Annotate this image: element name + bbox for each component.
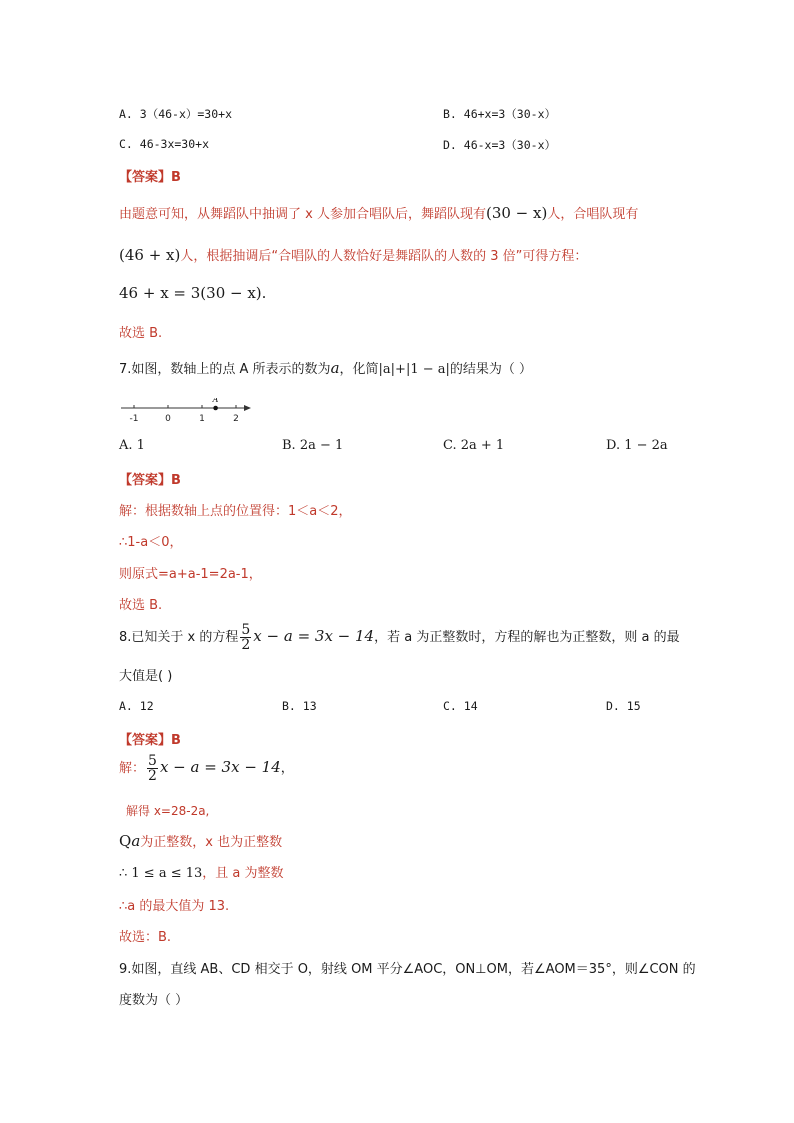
q6-option-b: B. 46+x=3（30-x） (443, 107, 557, 121)
number-line-tick-label: 2 (233, 414, 239, 424)
q8-sol-q: Q (119, 832, 132, 850)
q6-explanation-line1 (119, 203, 638, 222)
point-a-label: A (212, 398, 219, 404)
q6-option-d: D. 46-x=3（30-x） (443, 138, 557, 152)
q9-stem-line1: 9.如图，直线 AB、CD 相交于 O，射线 OM 平分∠AOC，ON⊥OM，若∠AOM＝35°，则∠CON 的 (119, 962, 696, 977)
answer-label: 【答案】 (119, 473, 172, 488)
q8-stem-text: 8.已知关于 x 的方程 (119, 630, 239, 645)
q8-sol-fraction (147, 754, 158, 783)
q8-sol-var: a (131, 832, 141, 850)
q7-option-b: B. 2a − 1 (282, 438, 344, 453)
q8-stem-line1 (119, 623, 680, 652)
answer-label: 【答案】 (119, 170, 172, 185)
fraction-numerator: 5 (148, 753, 157, 769)
q8-solution-4 (119, 862, 284, 881)
q7-solution-3: 则原式=a+a-1=2a-1， (119, 567, 262, 582)
q7-conclusion: 故选 B. (119, 598, 163, 613)
q8-sol-equation-end: ， (280, 761, 294, 776)
answer-value: B (171, 170, 181, 185)
q6-answer (119, 166, 181, 185)
q8-option-d: D. 15 (606, 699, 641, 713)
q6-conclusion: 故选 B. (119, 326, 163, 341)
q8-sol-inequality: ∴ 1 ≤ a ≤ 13 (119, 866, 203, 881)
fraction-denominator: 2 (241, 637, 251, 653)
q8-solution-5: ∴a 的最大值为 13. (119, 899, 230, 914)
q7-stem-text3: 的结果为（ ） (449, 362, 533, 377)
q7-plus: + (395, 362, 406, 377)
q7-number-line (119, 398, 259, 428)
q8-option-c: C. 14 (443, 699, 478, 713)
q6-explain-math: (30 − x) (485, 204, 548, 222)
point-a (213, 406, 218, 411)
q6-equation-end: . (261, 284, 267, 302)
fraction-denominator: 2 (148, 768, 157, 784)
q8-fraction (240, 623, 251, 652)
q6-explanation-line2 (119, 245, 587, 264)
q7-stem-text: 7.如图，数轴上的点 A 所表示的数为 (119, 362, 331, 377)
number-line-tick-label: 1 (199, 414, 205, 424)
q7-stem (119, 358, 532, 377)
fraction-numerator: 5 (241, 622, 251, 638)
answer-value: B (171, 473, 181, 488)
q7-option-d: D. 1 − 2a (606, 438, 668, 453)
q6-explain-text: 由题意可知，从舞蹈队中抽调了 x 人参加合唱队后，舞蹈队现有 (119, 207, 486, 222)
q9-stem-line2: 度数为（ ） (119, 993, 189, 1008)
q7-solution-2: ∴1-a＜0， (119, 535, 183, 550)
q7-abs-a: |a| (378, 362, 396, 377)
q8-solution-1 (119, 754, 294, 783)
number-line-tick-label: 0 (165, 414, 171, 424)
q8-stem-text2: ，若 a 为正整数时，方程的解也为正整数，则 a 的最 (374, 630, 680, 645)
q6-equation-text: 46 + x = 3(30 − x) (119, 284, 262, 302)
q8-sol-prefix: 解： (119, 761, 146, 776)
q8-sol-equation: x − a = 3x − 14 (159, 758, 281, 776)
q8-option-b: B. 13 (282, 699, 317, 713)
q8-sol-text2: ，且 a 为整数 (202, 866, 284, 881)
q6-explain-math2: (46 + x) (119, 246, 181, 264)
q8-conclusion: 故选：B. (119, 930, 172, 945)
q6-option-a: A. 3（46-x）=30+x (119, 107, 233, 121)
q8-solution-2: 解得 x=28-2a, (126, 804, 210, 818)
q8-sol-text: 为正整数，x 也为正整数 (140, 835, 283, 850)
q6-equation (119, 284, 266, 302)
q8-stem-line2: 大值是( ) (119, 669, 173, 684)
q8-option-a: A. 12 (119, 699, 154, 713)
q6-option-c: C. 46-3x=30+x (119, 137, 210, 151)
q7-stem-text2: ，化简 (339, 362, 379, 377)
arrow-icon (244, 405, 251, 411)
q7-answer (119, 469, 181, 488)
answer-label: 【答案】 (119, 733, 172, 748)
q8-solution-3 (119, 831, 282, 850)
q8-answer (119, 729, 181, 748)
q8-stem-equation: x − a = 3x − 14 (253, 627, 375, 645)
q7-solution-1: 解：根据数轴上点的位置得：1＜a＜2， (119, 504, 352, 519)
answer-value: B (171, 733, 181, 748)
number-line-tick-label: -1 (129, 414, 139, 424)
q6-explain-text2: 人，合唱队现有 (547, 207, 639, 222)
q7-option-c: C. 2a + 1 (443, 438, 505, 453)
q7-option-a: A. 1 (119, 438, 145, 453)
q6-explain-text3: 人，根据抽调后“合唱队的人数恰好是舞蹈队的人数的 3 倍”可得方程： (180, 249, 588, 264)
q7-abs-1-a: |1 − a| (405, 362, 450, 377)
q7-stem-var: a (330, 359, 340, 377)
